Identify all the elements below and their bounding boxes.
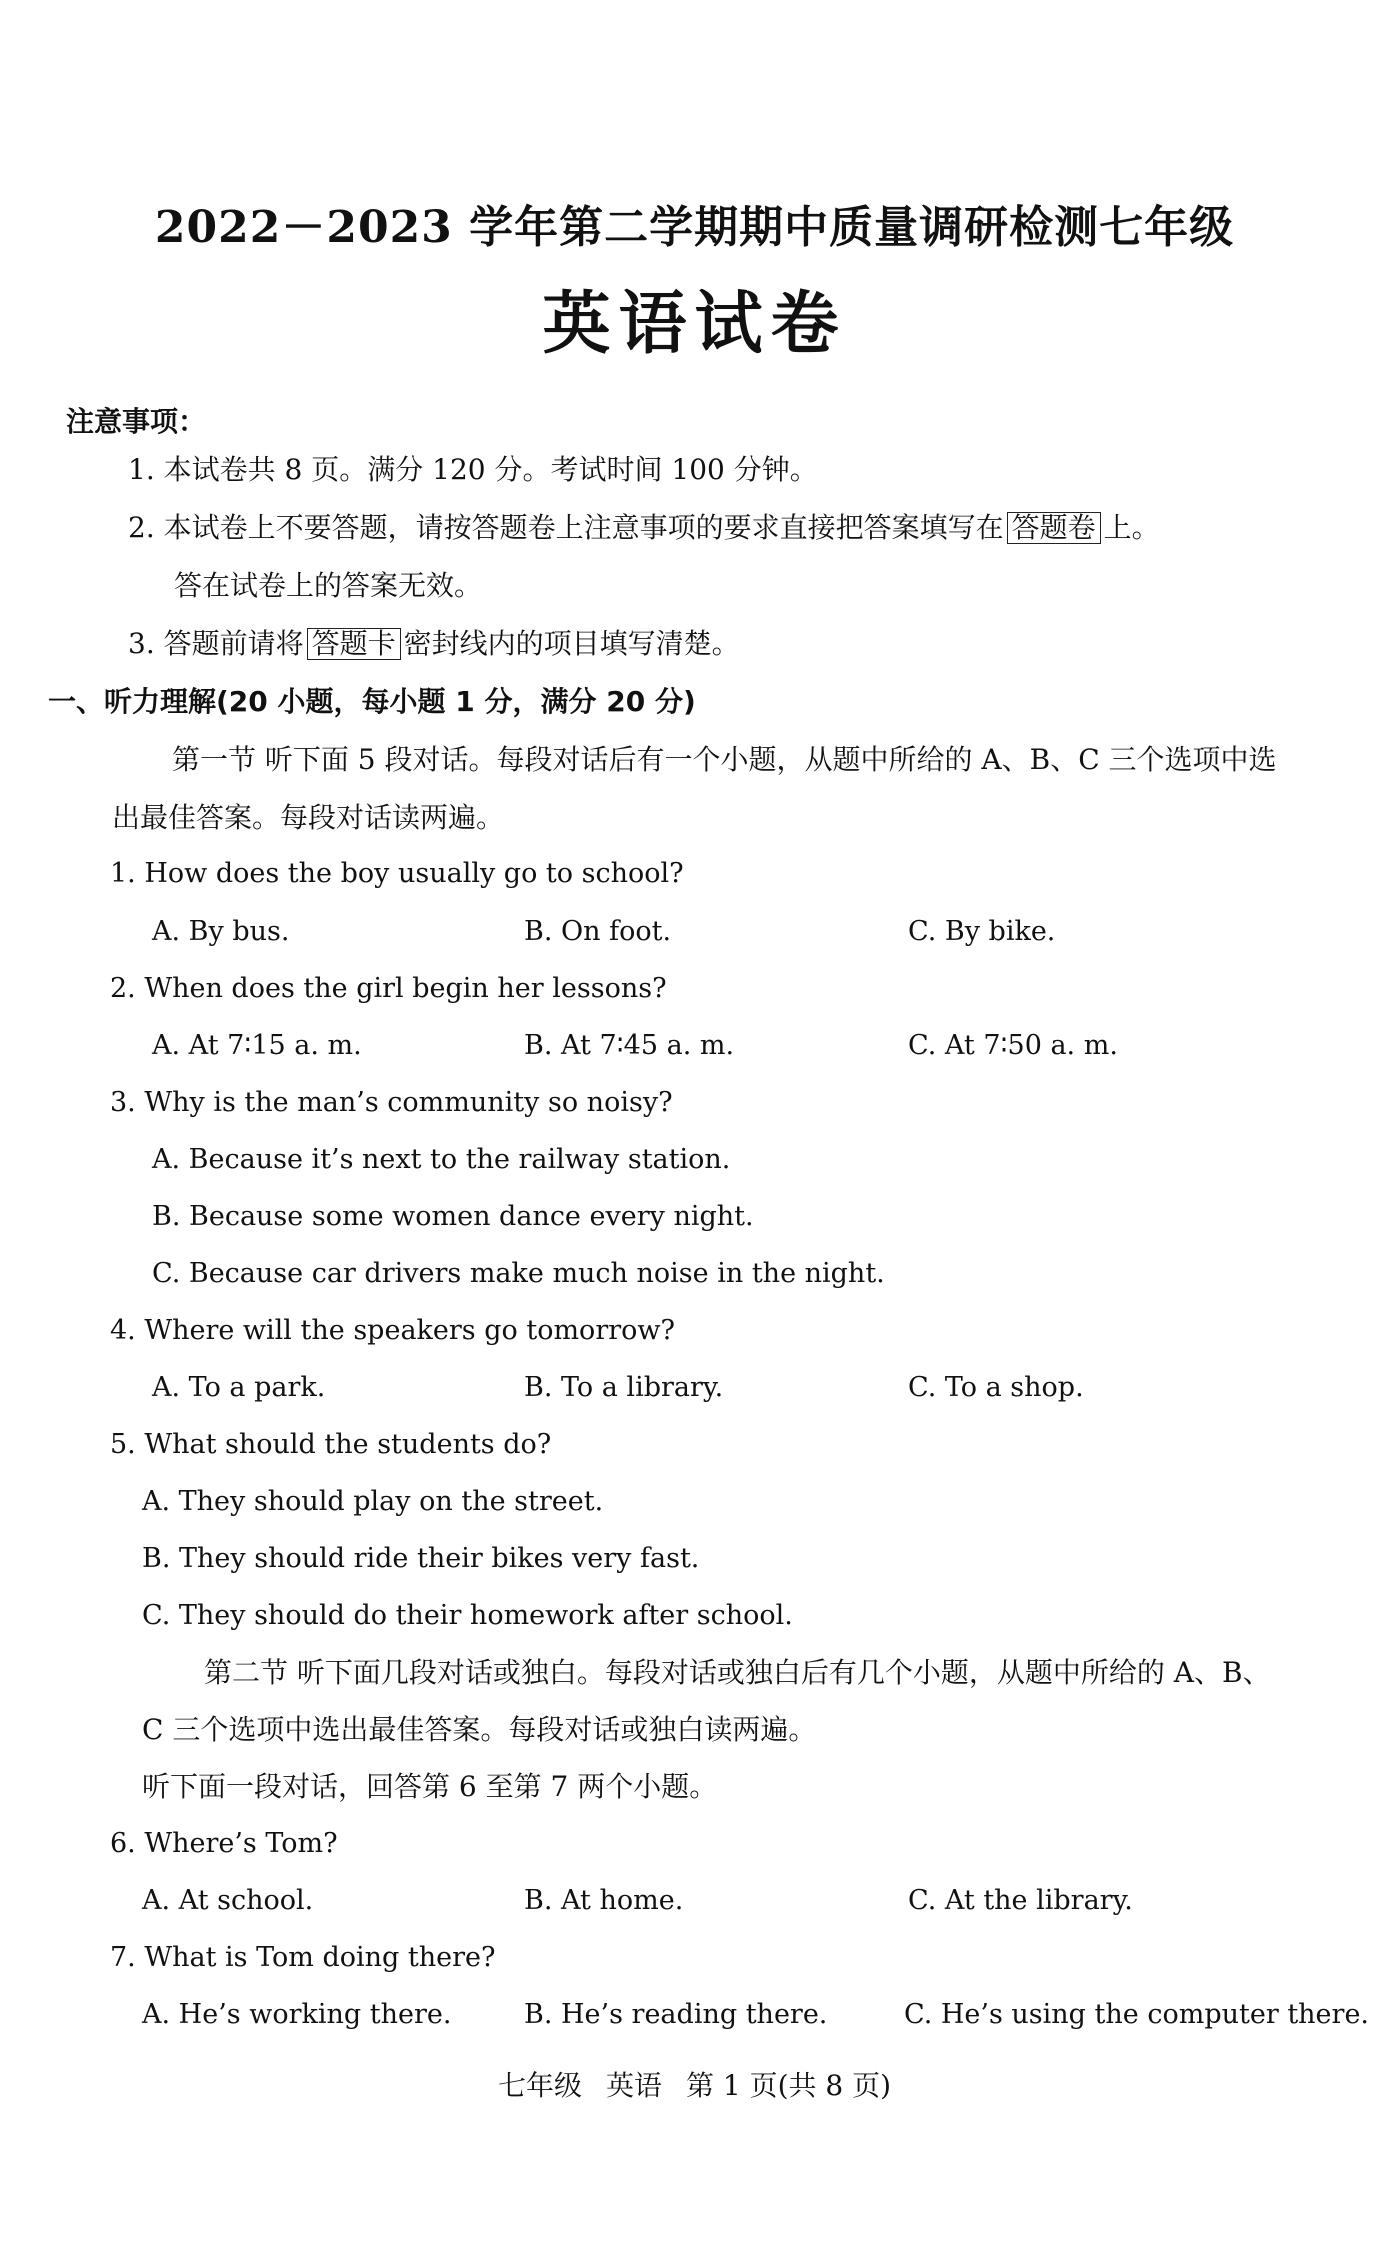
notice-item-2-text: 2. 本试卷上不要答题，请按答题卷上注意事项的要求直接把答案填写在 <box>128 511 1004 544</box>
part1-instruction-cont: 出最佳答案。每段对话读两遍。 <box>112 801 505 834</box>
question-6: 6. Where’s Tom? <box>110 1828 338 1859</box>
notice-item-3 <box>128 626 740 662</box>
q1-option-b: B. On foot. <box>524 916 672 947</box>
q2-option-c: C. At 7∶50 a. m. <box>908 1030 1118 1061</box>
footer-page-number: 第 1 页(共 8 页) <box>685 2069 892 2102</box>
q5-option-c: C. They should do their homework after school. <box>142 1600 793 1631</box>
question-7: 7. What is Tom doing there? <box>110 1942 496 1973</box>
footer-grade: 七年级 <box>497 2069 582 2102</box>
question-5: 5. What should the students do? <box>110 1429 552 1460</box>
footer-subject: 英语 <box>605 2069 662 2102</box>
q1-option-a: A. By bus. <box>152 916 290 947</box>
q7-option-c: C. He’s using the computer there. <box>904 1999 1369 2030</box>
q3-option-c: C. Because car drivers make much noise in the night. <box>152 1258 885 1289</box>
notice-heading: 注意事项： <box>66 405 207 438</box>
exam-subject-title: 英语试卷 <box>542 284 847 364</box>
q1-option-c: C. By bike. <box>908 916 1056 947</box>
notice-item-2 <box>128 510 1160 546</box>
notice-item-1: 1. 本试卷共 8 页。满分 120 分。考试时间 100 分钟。 <box>128 453 818 486</box>
q4-option-a: A. To a park. <box>152 1372 326 1403</box>
q7-option-b: B. He’s reading there. <box>524 1999 828 2030</box>
notice-item-2-cont: 答在试卷上的答案无效。 <box>174 569 483 602</box>
q7-option-a: A. He’s working there. <box>142 1999 452 2030</box>
notice-item-3-end: 密封线内的项目填写清楚。 <box>403 627 740 660</box>
question-1: 1. How does the boy usually go to school? <box>110 858 684 889</box>
q5-option-a: A. They should play on the street. <box>142 1486 604 1517</box>
q4-option-c: C. To a shop. <box>908 1372 1084 1403</box>
part2-instruction: 第二节 听下面几段对话或独白。每段对话或独白后有几个小题，从题中所给的 A、B、 <box>204 1656 1271 1689</box>
q5-option-b: B. They should ride their bikes very fast. <box>142 1543 700 1574</box>
section-heading: 一、听力理解(20 小题，每小题 1 分，满分 20 分) <box>48 685 696 718</box>
part2-instruction-cont: C 三个选项中选出最佳答案。每段对话或独白读两遍。 <box>142 1713 817 1746</box>
dialogue-instruction: 听下面一段对话，回答第 6 至第 7 两个小题。 <box>142 1770 718 1803</box>
q2-option-b: B. At 7∶45 a. m. <box>524 1030 735 1061</box>
notice-item-2-end: 上。 <box>1103 511 1160 544</box>
question-3: 3. Why is the man’s community so noisy? <box>110 1087 673 1118</box>
page-footer <box>0 2068 1389 2104</box>
q6-option-b: B. At home. <box>524 1885 684 1916</box>
q6-option-a: A. At school. <box>142 1885 314 1916</box>
notice-item-3-text: 3. 答题前请将 <box>128 627 304 660</box>
q3-option-b: B. Because some women dance every night. <box>152 1201 754 1232</box>
part1-instruction: 第一节 听下面 5 段对话。每段对话后有一个小题，从题中所给的 A、B、C 三个选项中选 <box>172 743 1277 776</box>
q6-option-c: C. At the library. <box>908 1885 1133 1916</box>
question-2: 2. When does the girl begin her lessons? <box>110 973 667 1004</box>
question-4: 4. Where will the speakers go tomorrow? <box>110 1315 675 1346</box>
exam-title: 2022－2023 学年第二学期期中质量调研检测七年级 <box>154 202 1235 253</box>
q3-option-a: A. Because it’s next to the railway station. <box>152 1144 731 1175</box>
answer-card-box: 答题卡 <box>307 628 401 660</box>
answer-sheet-box: 答题卷 <box>1007 512 1101 544</box>
q4-option-b: B. To a library. <box>524 1372 724 1403</box>
q2-option-a: A. At 7∶15 a. m. <box>152 1030 362 1061</box>
